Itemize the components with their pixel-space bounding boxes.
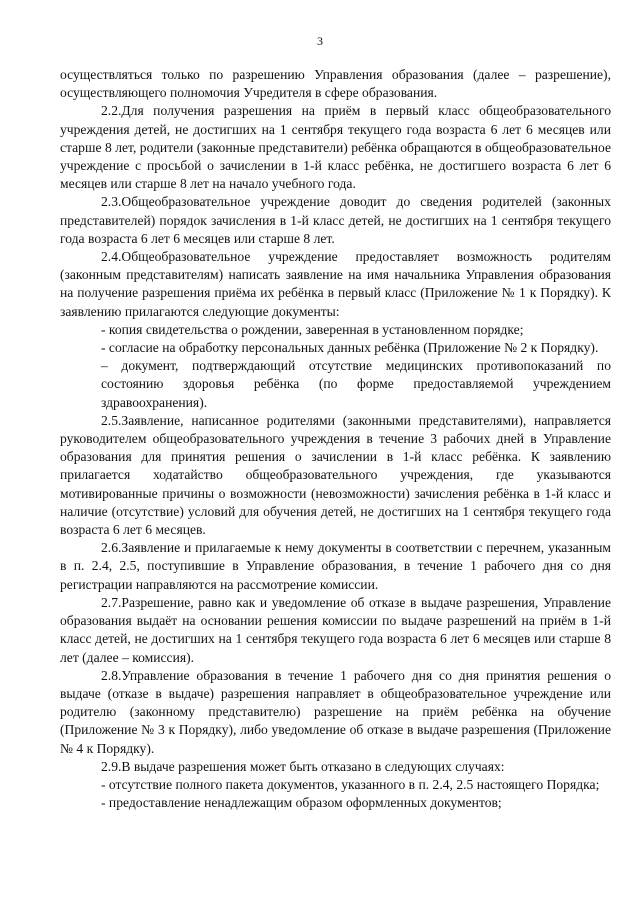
list-item: - отсутствие полного пакета документов, указанного в п. 2.4, 2.5 настоящего Порядка; bbox=[101, 776, 600, 792]
paragraph: 2.6.Заявление и прилагаемые к нему документы в соответствии с перечнем, указанным в п. 2.4, 2.5, поступившие в Управление образования, в течение 1 рабочего дня со дня регистрации направляются на рассмотрение комиссии. bbox=[60, 540, 611, 592]
paragraph: 2.2.Для получения разрешения на приём в первый класс общеобразовательного учреждения детей, не достигших на 1 сентября текущего года возраста 6 лет 6 месяцев или старше 8 лет, родители (законные представители) ребёнка обращаются в общеобразовательное учреждение с просьбой о зачислении в 1-й класс ребёнка, не достигшего возраста 6 лет 6 месяцев или старше 8 лет на начало учебного года. bbox=[60, 103, 611, 192]
paragraph: 2.4.Общеобразовательное учреждение предоставляет возможность родителям (законным представителям) написать заявление на имя начальника Управления образования на получение разрешения приёма их ребёнка в первый класс (Приложение № 1 к Порядку). К заявлению прилагаются следующие документы: bbox=[60, 249, 611, 319]
list-item: – документ, подтверждающий отсутствие медицинских противопоказаний по состоянию здоровья ребёнка (по форме предоставляемой учреждением здравоохранения). bbox=[101, 358, 611, 410]
list-item: - копия свидетельства о рождении, заверенная в установленном порядке; bbox=[101, 321, 524, 337]
page-number: 3 bbox=[317, 34, 323, 48]
list-item: - согласие на обработку персональных данных ребёнка (Приложение № 2 к Порядку). bbox=[101, 340, 599, 356]
paragraph: 2.5.Заявление, написанное родителями (законными представителями), направляется руководителем общеобразовательного учреждения в течение 3 рабочих дней в Управление образования для принятия решения о зачислении в 1-й класс ребёнка. К заявлению прилагается ходатайство общеобразовательного учреждения, где указываются мотивированные причины о возможности (невозможности) зачисления ребёнка в 1-й класс и наличие (отсутствие) условий для обучения детей, не достигших на 1 сентября текущего года возраста 6 лет 6 месяцев. bbox=[60, 412, 611, 538]
paragraph: 2.8.Управление образования в течение 1 рабочего дня со дня принятия решения о выдаче (отказе в выдаче) разрешения направляет в общеобразовательное учреждение или родителю (законному представителю) разрешение на приём ребёнка на обучение (Приложение № 3 к Порядку), либо уведомление об отказе в выдаче разрешения (Приложение № 4 к Порядку). bbox=[60, 667, 611, 756]
paragraph: 2.9.В выдаче разрешения может быть отказано в следующих случаях: bbox=[101, 758, 505, 774]
paragraph: 2.3.Общеобразовательное учреждение доводит до сведения родителей (законных представителей) порядок зачисления в 1-й класс детей, не достигших на 1 сентября текущего года возраста 6 лет 6 месяцев или старше 8 лет. bbox=[60, 194, 611, 246]
paragraph: 2.7.Разрешение, равно как и уведомление об отказе в выдаче разрешения, Управление образования выдаёт на основании решения комиссии по выдаче разрешений на приём в 1-й класс детей, не достигших на 1 сентября текущего года возраста 6 лет 6 месяцев или старше 8 лет (далее – комиссия). bbox=[60, 594, 611, 665]
list-item: - предоставление ненадлежащим образом оформленных документов; bbox=[101, 795, 502, 811]
paragraph: осуществляться только по разрешению Управления образования (далее – разрешение), осуществляющего полномочия Учредителя в сфере образования. bbox=[60, 67, 611, 101]
document-body bbox=[60, 66, 611, 812]
